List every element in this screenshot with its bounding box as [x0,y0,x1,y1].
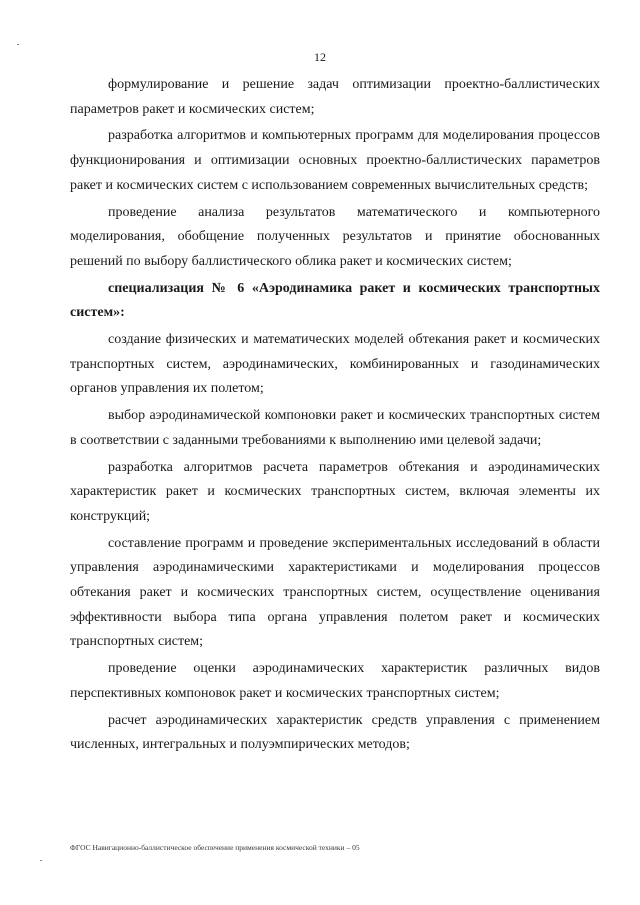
page-footer: ФГОС Навигационно-баллистическое обеспечение применения космической техники – 05 [70,843,360,852]
paragraph: создание физических и математических моделей обтекания ракет и космических транспортных систем, аэродинамических, комбинированных и газодинамических органов управления их полетом; [70,332,600,397]
paragraph: проведение оценки аэродинамических характеристик различных видов перспективных компоновок ракет и космических транспортных систем; [70,661,600,701]
scan-speck [40,860,42,861]
paragraph: расчет аэродинамических характеристик средств управления с применением численных, интегральных и полуэмпирических методов; [70,712,600,753]
paragraph: составление программ и проведение экспериментальных исследований в области управления аэродинамическими характеристиками и моделирования процессов обтекания ракет и космических транспортных систем, осуществление оценивания эффективности выбора типа органа управления полетом ракет и космических транспортных систем; [70,535,600,650]
paragraph: разработка алгоритмов расчета параметров обтекания и аэродинамических характеристик ракет и космических транспортных систем, включая элементы их конструкций; [70,459,600,524]
page-number: 12 [314,50,326,64]
paragraph: выбор аэродинамической компоновки ракет и космических транспортных систем в соответствии с заданными требованиями к выполнению ими целевой задачи; [70,408,600,448]
scan-speck [17,44,19,45]
paragraph: разработка алгоритмов и компьютерных программ для моделирования процессов функционирования и оптимизации основных проектно-баллистических параметров ракет и космических систем с использованием современных вычислительных средств; [70,128,600,193]
paragraph: проведение анализа результатов математического и компьютерного моделирования, обобщение полученных результатов и принятие обоснованных решений по выбору баллистического облика ракет и космических систем; [70,204,600,269]
paragraph: формулирование и решение задач оптимизации проектно-баллистических параметров ракет и космических систем; [70,77,600,117]
specialization-heading: специализация № 6 «Аэродинамика ракет и космических транспортных систем»: [70,280,600,321]
document-body [70,73,600,760]
